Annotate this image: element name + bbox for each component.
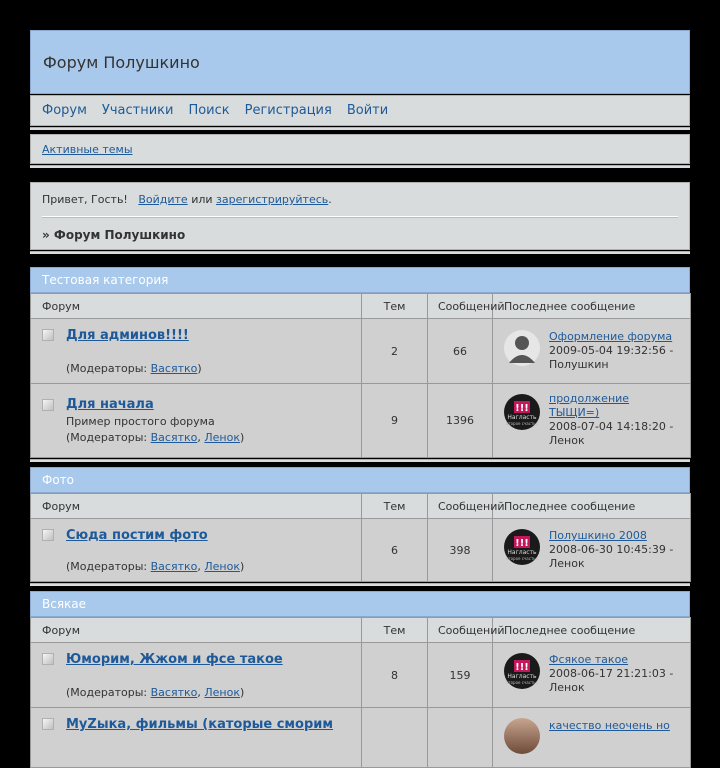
forum-moderators xyxy=(66,431,244,444)
forum-description: Пример простого форума xyxy=(66,415,215,428)
nagloct-logo-icon xyxy=(504,529,540,565)
col-forum: Форум xyxy=(31,494,362,519)
main-nav xyxy=(30,95,690,126)
forum-cell xyxy=(31,319,362,384)
logo-mark: !!! xyxy=(515,538,529,549)
moderator-link[interactable]: Васятко xyxy=(150,362,198,375)
forum-cell xyxy=(31,384,362,458)
category-title: Тестовая категория xyxy=(30,267,690,293)
category-title: Фото xyxy=(30,467,690,493)
avatar xyxy=(504,653,540,689)
mods-label: (Модераторы: xyxy=(66,431,151,444)
forum-table xyxy=(30,617,691,768)
col-posts: Сообщений xyxy=(428,294,493,319)
mods-close: ) xyxy=(197,362,202,375)
moderator-link[interactable]: Васятко xyxy=(150,560,198,573)
forum-link-photo[interactable]: Сюда постим фото xyxy=(66,528,208,543)
column-header-row xyxy=(31,618,691,643)
topic-count: 8 xyxy=(362,643,428,708)
col-last: Последнее сообщение xyxy=(493,494,691,519)
last-post-date: 2009-05-04 19:32:56 - xyxy=(549,344,674,357)
last-post-cell xyxy=(493,384,691,458)
forum-moderators xyxy=(66,560,244,573)
forum-table xyxy=(30,493,691,582)
forum-status-icon xyxy=(42,653,54,665)
nav-divider xyxy=(30,127,690,130)
nav-forum[interactable]: Форум xyxy=(42,103,87,118)
nav-register[interactable]: Регистрация xyxy=(244,103,332,118)
last-post-info xyxy=(549,529,685,571)
active-topics-link[interactable]: Активные темы xyxy=(42,142,133,156)
forum-row xyxy=(31,319,691,384)
avatar xyxy=(504,330,540,366)
mods-close: ) xyxy=(239,686,245,699)
category-photo xyxy=(30,467,690,582)
nagloct-logo-icon xyxy=(504,653,540,689)
category-divider xyxy=(30,583,690,586)
greeting-separator xyxy=(42,216,678,218)
logo-sub: второе счастье xyxy=(505,421,539,426)
col-posts: Сообщений xyxy=(428,618,493,643)
greeting-box xyxy=(30,182,690,250)
col-topics: Тем xyxy=(362,618,428,643)
last-post-cell xyxy=(493,643,691,708)
forum-moderators xyxy=(66,362,202,375)
logo-mark: !!! xyxy=(515,662,529,673)
last-post-cell xyxy=(493,519,691,582)
last-post-link[interactable]: качество неочень но xyxy=(549,719,670,732)
last-post-user: Ленок xyxy=(549,557,585,570)
breadcrumb: » Форум Полушкино xyxy=(42,228,186,242)
mods-close: ) xyxy=(239,431,245,444)
col-topics: Тем xyxy=(362,494,428,519)
page xyxy=(30,30,690,768)
last-post-info xyxy=(549,653,685,695)
forum-link-start[interactable]: Для начала xyxy=(66,397,154,412)
col-forum: Форум xyxy=(31,618,362,643)
logo-sub: второе счастье xyxy=(505,556,539,561)
forum-row xyxy=(31,384,691,458)
greeting-divider xyxy=(30,251,690,254)
category-title: Всякае xyxy=(30,591,690,617)
topic-count: 2 xyxy=(362,319,428,384)
topic-count: 9 xyxy=(362,384,428,458)
last-post-user: Полушкин xyxy=(549,358,609,371)
topic-count xyxy=(362,708,428,768)
mods-comma: , xyxy=(197,686,205,699)
logo-caption: Нагласть xyxy=(507,414,537,421)
mods-comma: , xyxy=(197,431,205,444)
last-post-title-line1: продолжение xyxy=(549,392,630,405)
last-post-date: 2008-06-30 10:45:39 - xyxy=(549,543,674,556)
last-post-link[interactable]: Полушкино 2008 xyxy=(549,529,647,542)
greeting-line xyxy=(42,183,678,211)
column-header-row xyxy=(31,494,691,519)
col-topics: Тем xyxy=(362,294,428,319)
logo-sub: второе счастье xyxy=(505,680,539,685)
column-header-row xyxy=(31,294,691,319)
logo-caption: Нагласть xyxy=(507,673,537,680)
forum-status-icon xyxy=(42,399,54,411)
sub-nav xyxy=(30,134,690,164)
last-post-cell xyxy=(493,319,691,384)
avatar xyxy=(504,529,540,565)
greeting-dot: . xyxy=(328,193,332,206)
moderator-link[interactable]: Ленок xyxy=(204,560,240,573)
last-post-link[interactable]: Фсякое такое xyxy=(549,653,629,666)
last-post-title-line2: ТЫЩИ=) xyxy=(549,406,600,419)
last-post-cell xyxy=(493,708,691,768)
forum-status-icon xyxy=(42,529,54,541)
forum-cell xyxy=(31,708,362,768)
logo-mark: !!! xyxy=(515,403,529,414)
post-count: 398 xyxy=(428,519,493,582)
mods-label: (Модераторы: xyxy=(66,362,151,375)
register-link[interactable]: зарегистрируйтесь xyxy=(216,193,329,206)
forum-link-humor[interactable]: Юморим, Жжом и фсе такое xyxy=(66,652,283,667)
subnav-divider xyxy=(30,165,690,168)
forum-link-music[interactable]: MyZыка, фильмы (каторые сморим xyxy=(66,717,334,732)
moderator-link[interactable]: Васятко xyxy=(150,686,198,699)
col-posts: Сообщений xyxy=(428,494,493,519)
avatar xyxy=(504,718,540,754)
nagloct-logo-icon xyxy=(504,394,540,430)
user-silhouette-icon xyxy=(504,330,540,366)
avatar xyxy=(504,394,540,430)
mods-comma: , xyxy=(197,560,205,573)
last-post-info xyxy=(549,719,685,733)
greeting-or: или xyxy=(191,193,213,206)
mods-label: (Модераторы: xyxy=(66,560,151,573)
nav-login[interactable]: Войти xyxy=(346,103,389,118)
last-post-info xyxy=(549,330,685,372)
moderator-link[interactable]: Ленок xyxy=(204,686,240,699)
forum-link-admins[interactable]: Для админов!!!! xyxy=(66,328,189,343)
post-count xyxy=(428,708,493,768)
forum-header xyxy=(30,30,690,94)
last-post-user: Ленок xyxy=(549,681,585,694)
moderator-link[interactable]: Васятко xyxy=(150,431,198,444)
forum-status-icon xyxy=(42,329,54,341)
forum-row xyxy=(31,643,691,708)
last-post-link[interactable]: Оформление форума xyxy=(549,330,673,343)
topic-count: 6 xyxy=(362,519,428,582)
forum-title: Форум Полушкино xyxy=(43,52,200,72)
last-post-date: 2008-06-17 21:21:03 - xyxy=(549,667,674,680)
category-misc xyxy=(30,591,690,768)
last-post-link[interactable] xyxy=(549,392,629,419)
col-last: Последнее сообщение xyxy=(493,618,691,643)
greeting-hello: Привет, Гость! xyxy=(42,193,128,206)
forum-row xyxy=(31,519,691,582)
last-post-date: 2008-07-04 14:18:20 - xyxy=(549,420,674,433)
category-test xyxy=(30,267,690,458)
post-count: 1396 xyxy=(428,384,493,458)
col-forum: Форум xyxy=(31,294,362,319)
forum-row xyxy=(31,708,691,768)
post-count: 159 xyxy=(428,643,493,708)
col-last: Последнее сообщение xyxy=(493,294,691,319)
category-divider xyxy=(30,459,690,462)
forum-moderators xyxy=(66,686,244,699)
last-post-user: Ленок xyxy=(549,434,585,447)
forum-cell xyxy=(31,643,362,708)
forum-table xyxy=(30,293,691,458)
forum-status-icon xyxy=(42,718,54,730)
moderator-link[interactable]: Ленок xyxy=(204,431,240,444)
logo-caption: Нагласть xyxy=(507,549,537,556)
mods-label: (Модераторы: xyxy=(66,686,151,699)
last-post-info xyxy=(549,392,685,448)
nav-members[interactable]: Участники xyxy=(101,103,174,118)
mods-close: ) xyxy=(239,560,245,573)
nav-search[interactable]: Поиск xyxy=(188,103,230,118)
post-count: 66 xyxy=(428,319,493,384)
forum-cell xyxy=(31,519,362,582)
login-link[interactable]: Войдите xyxy=(138,193,188,206)
